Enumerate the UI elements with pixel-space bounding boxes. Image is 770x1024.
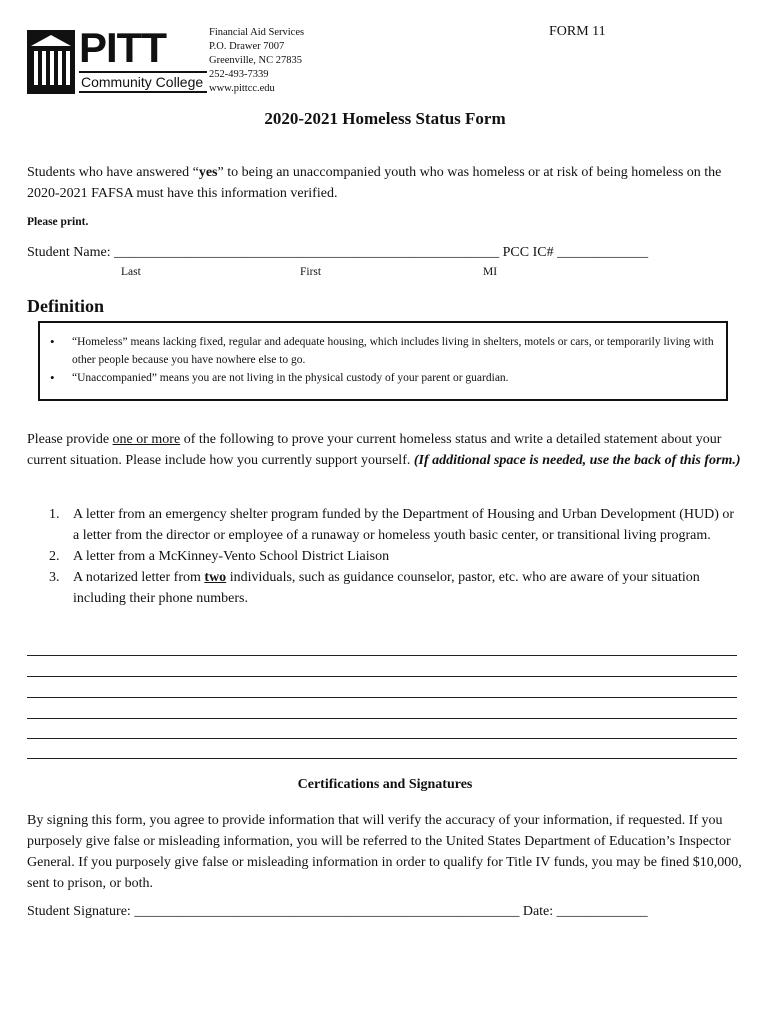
middle-initial-label: MI xyxy=(483,266,498,278)
signature-label: Student Signature: xyxy=(27,904,135,919)
proof-text-middle: of the following to prove your current homeless status and write a detailed statement about your current situation. Please include how you currently support yourself. xyxy=(27,432,722,468)
logo-divider xyxy=(79,71,207,73)
last-name-label: Last xyxy=(121,266,141,278)
website: www.pittcc.edu xyxy=(209,83,275,94)
list-text: A letter from an emergency shelter program funded by the Department of Housing and Urban Development (HUD) or a letter from the director or employee of a runaway or homeless youth basic center, or transitional living program. xyxy=(73,507,735,543)
intro-text-start: Students who have answered “ xyxy=(27,165,199,180)
list-text: A notarized letter from xyxy=(73,570,205,585)
intro-paragraph xyxy=(27,162,747,204)
statement-line-4[interactable] xyxy=(27,718,737,719)
logo-divider-bottom xyxy=(79,91,207,93)
please-print-note: Please print. xyxy=(27,216,89,228)
list-number: 1. xyxy=(49,507,60,522)
proof-text-start: Please provide xyxy=(27,432,113,447)
statement-line-1[interactable] xyxy=(27,655,737,656)
list-number: 2. xyxy=(49,549,60,564)
pcc-ic-label: PCC IC# xyxy=(499,245,558,260)
college-logo xyxy=(27,24,204,96)
list-item xyxy=(27,546,742,567)
list-item xyxy=(27,567,742,609)
student-name-row xyxy=(27,245,648,261)
definition-unaccompanied: • “Unaccompanied” means you are not living in the physical custody of your parent or guardian. xyxy=(40,369,720,387)
statement-line-6[interactable] xyxy=(27,758,737,759)
list-text: A letter from a McKinney-Vento School District Liaison xyxy=(73,549,390,564)
list-number: 3. xyxy=(49,570,60,585)
signature-field[interactable]: _______________________________________________________ xyxy=(134,904,520,919)
list-text: individuals, such as guidance counselor, pastor, etc. who are aware of your situation including their phone numbers. xyxy=(73,570,700,606)
proof-one-or-more: one or more xyxy=(112,432,181,447)
pcc-ic-field[interactable]: _____________ xyxy=(557,245,649,260)
intro-yes: yes xyxy=(198,165,218,180)
list-item xyxy=(27,504,742,546)
intro-text-end: ” to being an unaccompanied youth who was homeless or at risk of being homeless on the 2020-2021 FAFSA must have this information verified. xyxy=(27,165,722,201)
certifications-paragraph: By signing this form, you agree to provide information that will verify the accuracy of your information, if requested. If you purposely give false or misleading information, you will be referred to the United States Department of Education’s Inspector General. If you purposely give false or misleading information in order to qualify for Title IV funds, you may be fined $10,000, sent to prison, or both. xyxy=(27,813,742,891)
statement-line-2[interactable] xyxy=(27,676,737,677)
definition-homeless: • “Homeless” means lacking fixed, regular and adequate housing, which includes living in shelters, motels or cars, or temporarily living with other people because you have nowhere else to go. xyxy=(40,333,720,369)
student-name-label: Student Name: xyxy=(27,245,115,260)
first-name-label: First xyxy=(300,266,322,278)
statement-line-5[interactable] xyxy=(27,738,737,739)
city-state-zip: Greenville, NC 27835 xyxy=(209,55,303,66)
proof-instructions xyxy=(27,429,742,471)
building-columns-icon xyxy=(27,30,75,94)
proof-space-note: (If additional space is needed, use the back of this form.) xyxy=(413,453,741,468)
office-address xyxy=(209,26,304,96)
date-field[interactable]: _____________ xyxy=(556,904,648,919)
po-box: P.O. Drawer 7007 xyxy=(209,41,285,52)
certifications-heading: Certifications and Signatures xyxy=(297,777,473,792)
list-text-emphasis: two xyxy=(204,570,227,585)
logo-wordmark: PITT xyxy=(79,24,166,71)
office-name: Financial Aid Services xyxy=(209,27,305,38)
definition-box xyxy=(38,321,728,401)
logo-subtitle: Community College xyxy=(81,74,204,90)
phone-number: 252-493-7339 xyxy=(209,69,269,80)
definition-heading: Definition xyxy=(27,296,105,316)
date-label: Date: xyxy=(519,904,557,919)
student-name-field[interactable]: _______________________________________________________ xyxy=(114,245,500,260)
signature-row xyxy=(27,904,648,920)
page-title: 2020-2021 Homeless Status Form xyxy=(264,109,506,128)
proof-options-list xyxy=(27,504,742,609)
form-number: FORM 11 xyxy=(549,24,606,39)
statement-line-3[interactable] xyxy=(27,697,737,698)
